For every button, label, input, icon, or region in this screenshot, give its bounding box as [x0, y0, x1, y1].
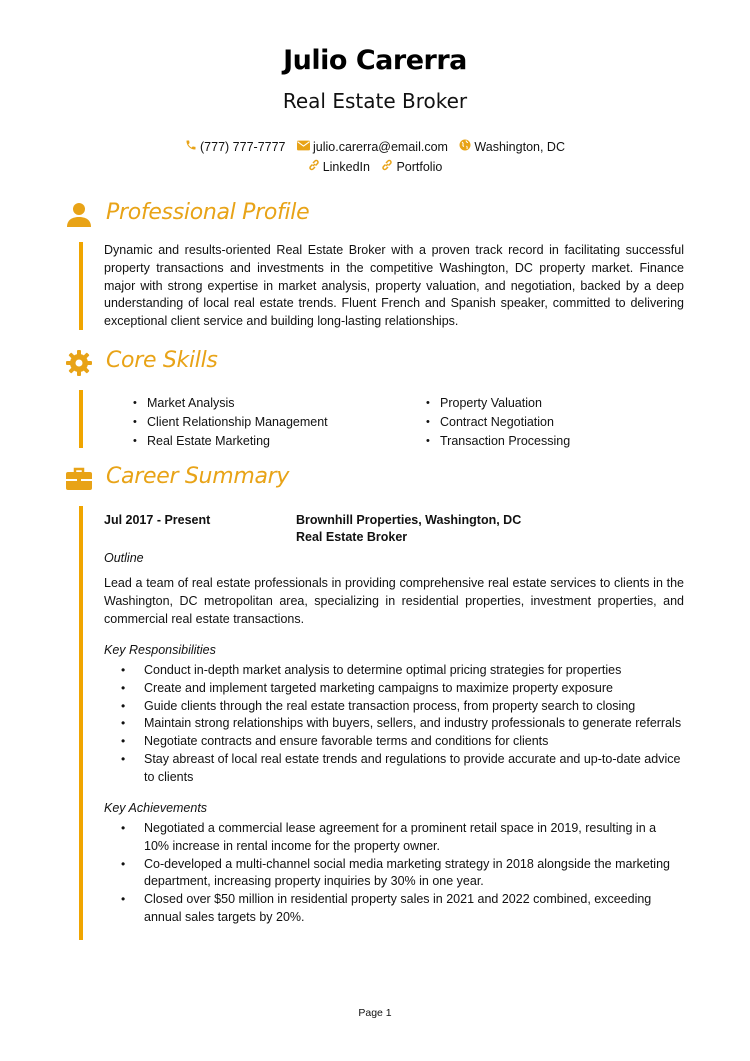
- skills-title: Core Skills: [106, 348, 218, 373]
- user-icon: [66, 202, 92, 228]
- profile-title: Professional Profile: [106, 200, 310, 225]
- achievements-list: [104, 820, 684, 927]
- candidate-role: Real Estate Broker: [282, 89, 468, 113]
- achievements-label: Key Achievements: [104, 801, 208, 815]
- responsibilities-list: [104, 662, 684, 787]
- globe-icon: [459, 139, 471, 151]
- contact-email[interactable]: [297, 140, 451, 154]
- job-company: Brownhill Properties, Washington, DC: [296, 513, 522, 527]
- skill-item: • Real Estate Marketing: [147, 432, 270, 450]
- phone-text: (777) 777-7777: [200, 140, 286, 154]
- skill-item: • Transaction Processing: [440, 432, 570, 450]
- skill-item: • Property Valuation: [440, 394, 542, 412]
- location-text: Washington, DC: [474, 140, 565, 154]
- skill-item: • Market Analysis: [147, 394, 235, 412]
- list-item: • Closed over $50 million in residential property sales in 2021 and 2022 combined, exceeding annual sales targets by 20%.: [104, 891, 684, 927]
- skill-item: • Client Relationship Management: [147, 413, 328, 431]
- candidate-name: Julio Carerra: [283, 45, 467, 76]
- email-text: julio.carerra@email.com: [312, 140, 448, 154]
- list-item: • Stay abreast of local real estate trends and regulations to provide accurate and up-to-date advice to clients: [104, 751, 684, 787]
- career-accent-bar: [79, 506, 83, 940]
- outline-label: Outline: [104, 551, 144, 565]
- contact-location: [459, 140, 565, 154]
- profile-accent-bar: [79, 242, 83, 330]
- contact-line-1: [0, 139, 750, 154]
- list-item: • Co-developed a multi-channel social media marketing strategy in 2018 alongside the marketing department, increasing property inquiries by 30% in one year.: [104, 856, 684, 892]
- responsibilities-label: Key Responsibilities: [104, 643, 216, 657]
- portfolio-text: Portfolio: [396, 160, 443, 174]
- list-item: • Negotiate contracts and ensure favorable terms and conditions for clients: [104, 733, 684, 751]
- list-item: • Negotiated a commercial lease agreement for a prominent retail space in 2019, resulting in a 10% increase in rental income for the property owner.: [104, 820, 684, 856]
- job-outline: Lead a team of real estate professionals in providing comprehensive real estate services to clients in the Washington, DC metropolitan area, specializing in residential properties, investment properties, and commercial real estate transactions.: [104, 576, 684, 626]
- resume-header: [0, 44, 750, 114]
- link-icon: [308, 159, 320, 171]
- briefcase-icon: [66, 466, 92, 492]
- contact-phone[interactable]: [185, 140, 289, 154]
- envelope-icon: [297, 140, 310, 151]
- linkedin-link[interactable]: [308, 160, 374, 174]
- list-item: • Conduct in-depth market analysis to determine optimal pricing strategies for properties: [104, 662, 684, 680]
- job-date: Jul 2017 - Present: [104, 513, 211, 527]
- phone-icon: [185, 139, 197, 151]
- list-item: • Guide clients through the real estate transaction process, from property search to closing: [104, 698, 684, 716]
- career-title: Career Summary: [106, 464, 290, 489]
- gear-icon: [66, 350, 92, 376]
- skills-accent-bar: [79, 390, 83, 448]
- contact-line-2: [0, 159, 750, 174]
- profile-summary: Dynamic and results-oriented Real Estate Broker with a proven track record in facilitating successful property transactions and investments in the competitive Washington, DC property market. Finance major with strong expertise in market analysis, property valuation, and negotiation, backed by a deep understanding of local real estate trends. Fluent French and Spanish speaker, committed to delivering exceptional client service and building long-lasting relationships.: [104, 243, 684, 329]
- page-number: Page 1: [358, 1007, 392, 1019]
- skill-item: • Contract Negotiation: [440, 413, 554, 431]
- linkedin-text: LinkedIn: [322, 160, 370, 174]
- link-icon: [381, 159, 393, 171]
- list-item: • Maintain strong relationships with buyers, sellers, and industry professionals to generate referrals: [104, 715, 684, 733]
- job-position: Real Estate Broker: [296, 530, 408, 544]
- list-item: • Create and implement targeted marketing campaigns to maximize property exposure: [104, 680, 684, 698]
- portfolio-link[interactable]: [381, 160, 442, 174]
